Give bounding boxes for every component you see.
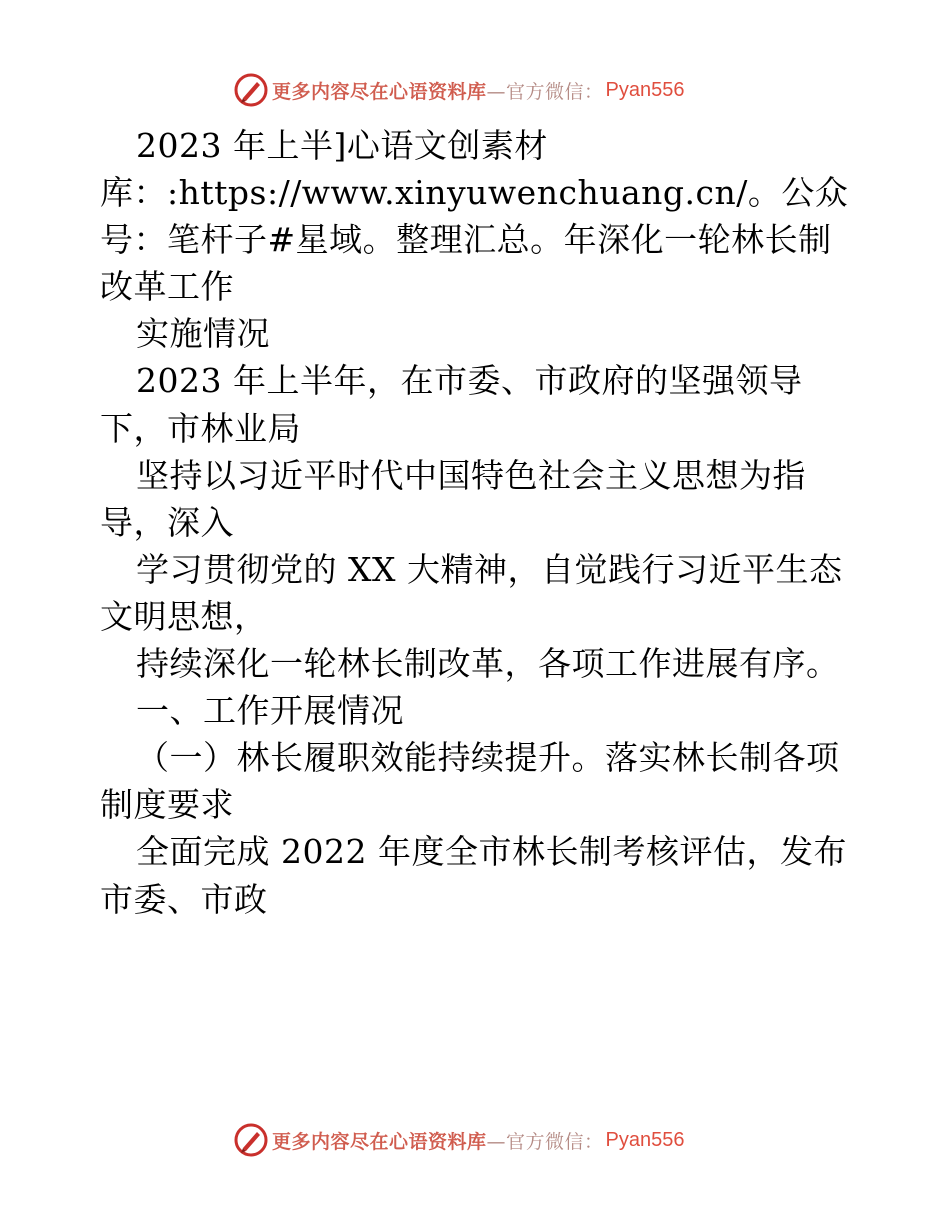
- document-line: 持续深化一轮林长制改革，各项工作进展有序。: [136, 644, 840, 684]
- document-line: 2023 年上半年，在市委、市政府的坚强领导: [136, 361, 803, 401]
- footer-banner: [234, 1120, 685, 1160]
- document-line: 2023 年上半]心语文创素材: [136, 126, 548, 165]
- footer-banner-text: 更多内容尽在心语资料库: [272, 1130, 487, 1153]
- document-line: 坚持以习近平时代中国特色社会主义思想为指: [136, 455, 806, 495]
- document-line: 实施情况: [136, 314, 270, 354]
- header-wechat-id: Pyan556: [605, 78, 685, 101]
- document-line: 学习贯彻党的 XX 大精神，自觉践行习近平生态: [136, 549, 843, 589]
- footer-banner-separator: —官方微信：: [486, 1130, 604, 1153]
- footer-wechat-id: Pyan556: [605, 1128, 685, 1151]
- header-banner-text: 更多内容尽在心语资料库: [272, 80, 487, 103]
- document-line: 制度要求: [100, 785, 234, 825]
- pen-logo-icon: [234, 73, 268, 107]
- document-line: 全面完成 2022 年度全市林长制考核评估，发布: [136, 832, 847, 872]
- section-heading: 一、工作开展情况: [136, 691, 404, 731]
- document-line: 库：:https://www.xinyuwenchuang.cn/。公众: [100, 173, 849, 213]
- header-banner: [234, 70, 685, 110]
- document-line: 导，深入: [100, 502, 234, 542]
- document-body: [100, 122, 860, 923]
- document-line: 号：笔杆子#星域。整理汇总。年深化一轮林长制: [100, 220, 832, 260]
- pen-logo-icon: [234, 1123, 268, 1157]
- header-banner-separator: —官方微信：: [486, 80, 604, 103]
- document-line: 市委、市政: [100, 879, 268, 919]
- document-line: 下，市林业局: [100, 408, 301, 448]
- document-line: 文明思想，: [100, 596, 268, 636]
- document-line: 改革工作: [100, 267, 234, 307]
- subsection-heading: （一）林长履职效能持续提升。落实林长制各项: [136, 738, 840, 778]
